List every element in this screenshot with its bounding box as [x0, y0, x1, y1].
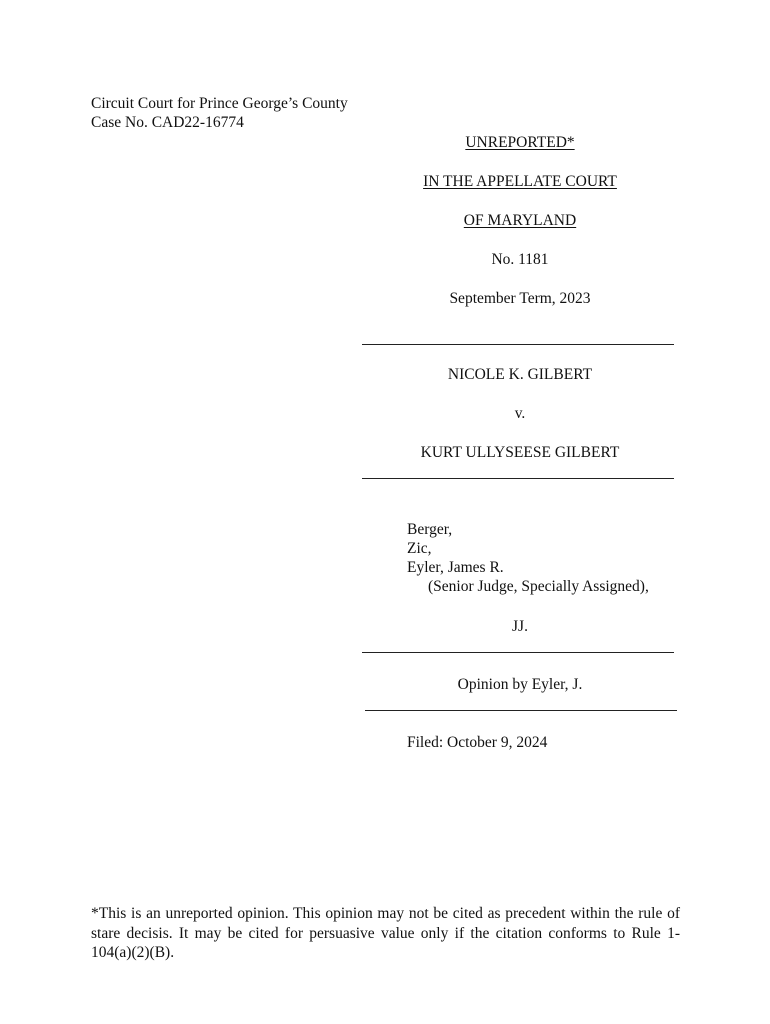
unreported-footnote: *This is an unreported opinion. This opinion may not be cited as precedent within the rule of stare decisis. It may be cited for persuasive value only if the citation conforms to Rule 1-104(a)(2)(B).: [91, 905, 680, 961]
case-number-line: Case No. CAD22-16774: [91, 114, 244, 131]
unreported-label: UNREPORTED*: [465, 134, 575, 151]
judge-note: (Senior Judge, Specially Assigned),: [428, 578, 649, 595]
term-line: September Term, 2023: [449, 290, 591, 307]
header-block: [91, 94, 348, 132]
filed-date: Filed: October 9, 2024: [407, 734, 548, 751]
appellant-name: NICOLE K. GILBERT: [447, 366, 593, 383]
judge-name: Eyler, James R.: [407, 559, 504, 576]
judge-name: Zic,: [407, 540, 432, 557]
divider-rule: [365, 710, 677, 711]
versus-label: v.: [514, 405, 526, 422]
panel-judges: [407, 520, 649, 596]
court-name-line1: IN THE APPELLATE COURT: [423, 173, 617, 190]
docket-number: No. 1181: [491, 251, 549, 268]
court-name-line2: OF MARYLAND: [463, 212, 577, 229]
appellee-name: KURT ULLYSEESE GILBERT: [420, 444, 620, 461]
divider-rule: [362, 478, 674, 479]
circuit-court-line: Circuit Court for Prince George’s County: [91, 95, 348, 112]
judges-suffix: JJ.: [512, 618, 528, 635]
divider-rule: [362, 652, 674, 653]
divider-rule: [362, 344, 674, 345]
opinion-author: Opinion by Eyler, J.: [457, 676, 583, 693]
judge-name: Berger,: [407, 521, 453, 538]
